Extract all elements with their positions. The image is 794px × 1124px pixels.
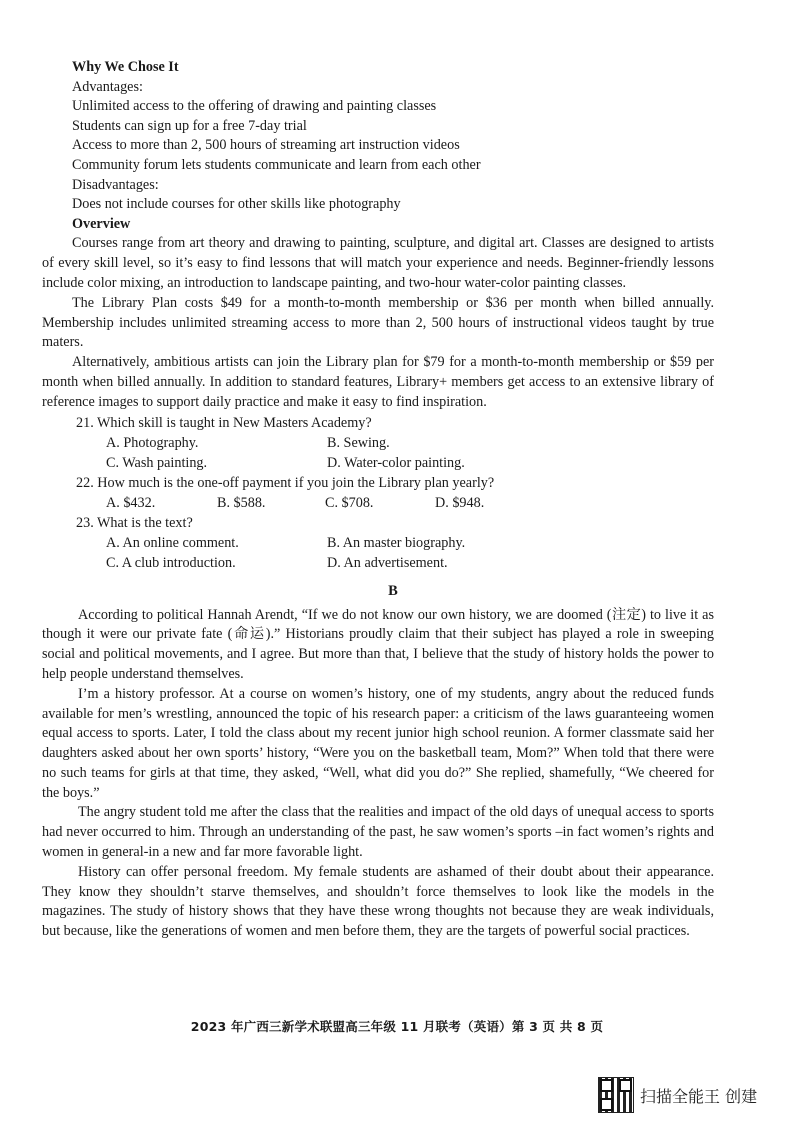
option-c: C. A club introduction. xyxy=(106,554,236,571)
option-a: A. An online comment. xyxy=(106,534,239,551)
option-a: A. $432. xyxy=(106,494,156,511)
option-c: C. Wash painting. xyxy=(106,454,208,471)
advantage-item: Students can sign up for a free 7-day trial xyxy=(72,117,307,134)
question-21: 21. Which skill is taught in New Masters Academy? xyxy=(76,414,372,431)
advantages-label: Advantages: xyxy=(72,78,143,95)
option-b: B. An master biography. xyxy=(327,534,466,551)
scanner-watermark: 扫描全能王 创建 xyxy=(640,1087,758,1106)
question-22: 22. How much is the one-off payment if you join the Library plan yearly? xyxy=(76,474,495,491)
passage-b-paragraph: History can offer personal freedom. My female students are ashamed of their doubt about their appearance. They know they shouldn’t starve themselves, and shouldn’t force themselves to look like the models in the magazines. The study of history shows that they have these wrong thoughts not because they are weak individuals, but because, like the generations of women and men before them, they are the targets of powerful social practices. xyxy=(42,863,714,940)
why-we-chose-it-heading: Why We Chose It xyxy=(72,59,179,75)
overview-body xyxy=(42,234,714,412)
disadvantages-label: Disadvantages: xyxy=(72,176,159,193)
option-d: D. Water-color painting. xyxy=(327,454,465,471)
question-22-options xyxy=(74,493,714,513)
question-21-options xyxy=(74,453,714,473)
advantage-item: Unlimited access to the offering of drawing and painting classes xyxy=(72,98,437,115)
passage-b-paragraph: According to political Hannah Arendt, “If we do not know our own history, we are doomed (注定) to live it as though it were our private fate (命运).” Historians proudly claim that their subject has played a role in sweeping social and political movements, and I agree. But more than that, I believe that the study of history holds the power to help people understand themselves. xyxy=(42,606,714,682)
option-d: D. $948. xyxy=(435,494,485,511)
option-b: B. $588. xyxy=(217,494,266,511)
page-content xyxy=(42,58,714,942)
option-a: A. Photography. xyxy=(106,434,199,451)
question-23: 23. What is the text? xyxy=(76,514,193,531)
option-b: B. Sewing. xyxy=(327,434,390,451)
overview-paragraph: Courses range from art theory and drawing to painting, sculpture, and digital art. Classes are designed to artists of every skill level, so it’s easy to find lessons that will match your experience and needs. Beginner-friendly lessons include color mixing, an introduction to landscape painting, and two-hour water-color painting classes. xyxy=(42,235,714,291)
question-21-options xyxy=(74,433,714,453)
advantage-item: Community forum lets students communicate and learn from each other xyxy=(72,156,481,173)
passage-b-body xyxy=(42,606,714,943)
passage-b-paragraph: The angry student told me after the class that the realities and impact of the old days of unequal access to sports had never occurred to him. Through an understanding of the past, he saw women’s sports –in fact women’s rights and women in general-in a new and far more favorable light. xyxy=(42,804,714,861)
overview-heading: Overview xyxy=(72,215,131,232)
option-c: C. $708. xyxy=(325,494,374,511)
advantage-item: Access to more than 2, 500 hours of streaming art instruction videos xyxy=(72,137,460,154)
question-23-options xyxy=(74,553,714,573)
section-b-label: B xyxy=(388,582,398,599)
question-block xyxy=(74,413,714,573)
disadvantage-item: Does not include courses for other skills like photography xyxy=(72,196,401,213)
option-d: D. An advertisement. xyxy=(327,554,448,571)
question-23-options xyxy=(74,533,714,553)
overview-paragraph: The Library Plan costs $49 for a month-to-month membership or $36 per month when billed annually. Membership includes unlimited streaming access to more than 2, 500 hours of instructional videos taught by true maters. xyxy=(42,294,714,351)
qr-code-icon xyxy=(598,1077,634,1113)
passage-b-paragraph: I’m a history professor. At a course on women’s history, one of my students, angry about the reduced funds available for men’s wrestling, announced the topic of his research paper: a criticism of the laws guaranteeing women equal access to sports. Later, I told the class about my recent junior high school reunion. A former classmate said her daughters asked about her own sports’ history, “Were you on the basketball team, Mom?” When told that there were no such teams for girls at that time, they asked, “Well, what did you do?” She replied, shamefully, “We cheered for the boys.” xyxy=(42,685,714,801)
page-footer: 2023 年广西三新学术联盟高三年级 11 月联考（英语）第 3 页 共 8 页 xyxy=(190,1019,604,1034)
overview-paragraph: Alternatively, ambitious artists can join the Library plan for $79 for a month-to-month membership or $59 per month when billed annually. In addition to standard features, Library+ members get access to an extensive library of reference images to support daily practice and make it easy to find inspiration. xyxy=(42,354,714,410)
